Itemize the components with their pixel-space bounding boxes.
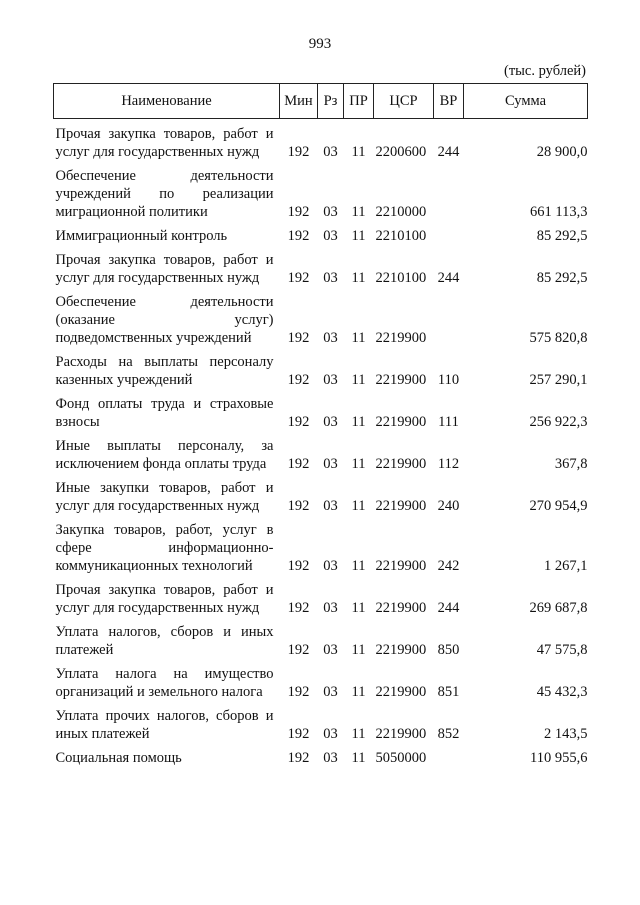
table-row <box>54 575 588 617</box>
cell-sum: 110 955,6 <box>530 750 588 766</box>
cell-vr: 110 <box>437 372 460 388</box>
cell-csr: 2219900 <box>375 642 427 658</box>
cell-rz: 03 <box>323 228 338 244</box>
cell-csr: 2219900 <box>375 456 427 472</box>
cell-name: Уплата налога на имущество организаций и земельного налога <box>55 666 274 700</box>
table-row <box>54 431 588 473</box>
cell-vr: 851 <box>437 684 460 700</box>
table-row <box>54 287 588 347</box>
table-header <box>54 84 588 119</box>
cell-min: 192 <box>287 270 310 286</box>
cell-min: 192 <box>287 144 310 160</box>
cell-name: Прочая закупка товаров, работ и услуг для государственных нужд <box>55 126 274 160</box>
page-number: 993 <box>308 36 332 52</box>
cell-sum: 28 900,0 <box>536 144 588 160</box>
cell-min: 192 <box>287 204 310 220</box>
cell-sum: 269 687,8 <box>529 600 588 616</box>
cell-min: 192 <box>287 228 310 244</box>
cell-min: 192 <box>287 684 310 700</box>
cell-pr: 11 <box>351 558 366 574</box>
cell-min: 192 <box>287 330 310 346</box>
cell-csr: 2219900 <box>375 330 427 346</box>
cell-sum: 45 432,3 <box>536 684 588 700</box>
cell-pr: 11 <box>351 372 366 388</box>
table-row <box>54 161 588 221</box>
cell-sum: 575 820,8 <box>529 330 588 346</box>
cell-min: 192 <box>287 414 310 430</box>
cell-pr: 11 <box>351 144 366 160</box>
cell-sum: 661 113,3 <box>530 204 588 220</box>
table-row <box>54 119 588 162</box>
cell-name: Иммиграционный контроль <box>55 228 228 244</box>
cell-vr: 111 <box>438 414 459 430</box>
cell-sum: 270 954,9 <box>529 498 588 514</box>
cell-csr: 2210000 <box>375 204 427 220</box>
cell-sum: 1 267,1 <box>544 558 588 574</box>
cell-sum: 367,8 <box>554 456 588 472</box>
cell-vr: 850 <box>437 642 460 658</box>
cell-csr: 2219900 <box>375 372 427 388</box>
cell-vr <box>434 287 464 347</box>
cell-rz: 03 <box>323 330 338 346</box>
header-vr: ВР <box>434 84 464 119</box>
cell-sum: 85 292,5 <box>536 228 588 244</box>
header-sum: Сумма <box>464 84 588 119</box>
header-rz: Рз <box>318 84 344 119</box>
cell-name: Обеспечение деятельности учреждений по реализации миграционной политики <box>55 168 274 220</box>
cell-rz: 03 <box>323 414 338 430</box>
cell-name: Иные выплаты персоналу, за исключением фонда оплаты труда <box>55 438 274 472</box>
cell-name: Обеспечение деятельности (оказание услуг) подведомственных учреждений <box>55 294 274 346</box>
table-row <box>54 245 588 287</box>
cell-pr: 11 <box>351 456 366 472</box>
cell-rz: 03 <box>323 498 338 514</box>
cell-sum: 2 143,5 <box>544 726 588 742</box>
cell-csr: 2219900 <box>375 600 427 616</box>
cell-pr: 11 <box>351 330 366 346</box>
cell-min: 192 <box>287 726 310 742</box>
header-min: Мин <box>280 84 318 119</box>
header-name: Наименование <box>54 84 280 119</box>
cell-min: 192 <box>287 456 310 472</box>
cell-name: Закупка товаров, работ, услуг в сфере информационно-коммуникационных технологий <box>55 522 274 574</box>
cell-vr <box>434 221 464 245</box>
cell-pr: 11 <box>351 498 366 514</box>
header-pr: ПР <box>344 84 374 119</box>
cell-rz: 03 <box>323 270 338 286</box>
cell-rz: 03 <box>323 684 338 700</box>
cell-min: 192 <box>287 750 310 766</box>
cell-rz: 03 <box>323 558 338 574</box>
cell-rz: 03 <box>323 750 338 766</box>
cell-rz: 03 <box>323 144 338 160</box>
cell-min: 192 <box>287 498 310 514</box>
cell-vr <box>434 161 464 221</box>
cell-pr: 11 <box>351 750 366 766</box>
cell-vr: 240 <box>437 498 460 514</box>
cell-name: Прочая закупка товаров, работ и услуг для государственных нужд <box>55 582 274 616</box>
cell-pr: 11 <box>351 726 366 742</box>
table-row <box>54 389 588 431</box>
cell-pr: 11 <box>351 600 366 616</box>
cell-name: Фонд оплаты труда и страховые взносы <box>55 396 274 430</box>
cell-name: Прочая закупка товаров, работ и услуг для государственных нужд <box>55 252 274 286</box>
table-row <box>54 659 588 701</box>
cell-name: Расходы на выплаты персоналу казенных учреждений <box>55 354 274 388</box>
cell-min: 192 <box>287 558 310 574</box>
table-row <box>54 473 588 515</box>
cell-rz: 03 <box>323 600 338 616</box>
cell-name: Уплата налогов, сборов и иных платежей <box>55 624 274 658</box>
cell-csr: 2219900 <box>375 558 427 574</box>
cell-csr: 2200600 <box>375 144 427 160</box>
table-row <box>54 221 588 245</box>
cell-name: Уплата прочих налогов, сборов и иных платежей <box>55 708 274 742</box>
table-row <box>54 515 588 575</box>
header-csr: ЦСР <box>374 84 434 119</box>
cell-rz: 03 <box>323 726 338 742</box>
cell-pr: 11 <box>351 642 366 658</box>
cell-csr: 5050000 <box>375 750 427 766</box>
cell-csr: 2219900 <box>375 498 427 514</box>
cell-pr: 11 <box>351 684 366 700</box>
cell-pr: 11 <box>351 414 366 430</box>
cell-rz: 03 <box>323 204 338 220</box>
cell-vr <box>434 743 464 767</box>
cell-vr: 244 <box>437 270 460 286</box>
cell-rz: 03 <box>323 372 338 388</box>
table-row <box>54 743 588 767</box>
cell-min: 192 <box>287 372 310 388</box>
units-label: (тыс. рублей) <box>504 63 586 79</box>
cell-pr: 11 <box>351 204 366 220</box>
budget-table <box>53 83 588 767</box>
cell-name: Социальная помощь <box>55 750 182 766</box>
cell-vr: 244 <box>437 144 460 160</box>
cell-csr: 2219900 <box>375 684 427 700</box>
cell-pr: 11 <box>351 228 366 244</box>
cell-csr: 2219900 <box>375 726 427 742</box>
cell-vr: 852 <box>437 726 460 742</box>
cell-rz: 03 <box>323 456 338 472</box>
cell-csr: 2210100 <box>375 228 427 244</box>
table-row <box>54 617 588 659</box>
cell-sum: 47 575,8 <box>536 642 588 658</box>
table-row <box>54 701 588 743</box>
cell-csr: 2219900 <box>375 414 427 430</box>
cell-min: 192 <box>287 600 310 616</box>
cell-vr: 112 <box>437 456 460 472</box>
cell-rz: 03 <box>323 642 338 658</box>
cell-sum: 256 922,3 <box>529 414 588 430</box>
cell-pr: 11 <box>351 270 366 286</box>
cell-sum: 257 290,1 <box>529 372 588 388</box>
cell-sum: 85 292,5 <box>536 270 588 286</box>
cell-vr: 242 <box>437 558 460 574</box>
cell-name: Иные закупки товаров, работ и услуг для государственных нужд <box>55 480 274 514</box>
cell-csr: 2210100 <box>375 270 427 286</box>
cell-min: 192 <box>287 642 310 658</box>
cell-vr: 244 <box>437 600 460 616</box>
table-row <box>54 347 588 389</box>
table-body <box>54 119 588 768</box>
